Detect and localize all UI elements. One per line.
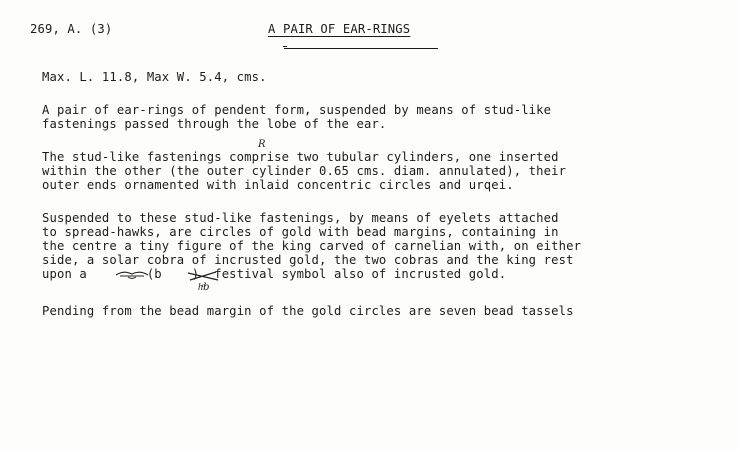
catalog-number: 269, A. (3) (30, 22, 113, 36)
paragraph-3-line-5: upon a (b ) festival symbol also of incrusted gold. (42, 267, 507, 281)
paragraph-3-line-2: to spread-hawks, are circles of gold with bead margins, containing in (42, 225, 559, 239)
paragraph-2-line-3: outer ends ornamented with inlaid concentric circles and urqei. (42, 178, 514, 192)
handwritten-correction-tubular: R (258, 139, 266, 150)
paragraph-3-line-3: the centre a tiny figure of the king carved of carnelian with, on either (42, 239, 582, 253)
paragraph-4-line-1: Pending from the bead margin of the gold circles are seven bead tassels (42, 304, 574, 318)
paragraph-2-line-2: within the other (the outer cylinder 0.65 cms. diam. annulated), their (42, 164, 567, 178)
festival-symbol-sketch-icon (114, 268, 150, 282)
title-rule-tick (283, 46, 287, 47)
dimensions-line: Max. L. 11.8, Max W. 5.4, cms. (42, 70, 267, 84)
title-underline-rule (284, 48, 438, 49)
paragraph-3-line-4: side, a solar cobra of incrusted gold, the two cobras and the king rest (42, 253, 574, 267)
paragraph-2-line-1: The stud-like fastenings comprise two tubular cylinders, one inserted (42, 150, 559, 164)
document-title: A PAIR OF EAR-RINGS (268, 22, 411, 36)
paragraph-3-line-1: Suspended to these stud-like fastenings, by means of eyelets attached (42, 211, 559, 225)
struck-through-word-icon (186, 269, 220, 283)
paragraph-1-line-1: A pair of ear-rings of pendent form, suspended by means of stud-like (42, 103, 552, 117)
paragraph-1-line-2: fastenings passed through the lobe of the ear. (42, 117, 387, 131)
handwritten-note-under-bracket: hͣb (198, 282, 210, 293)
